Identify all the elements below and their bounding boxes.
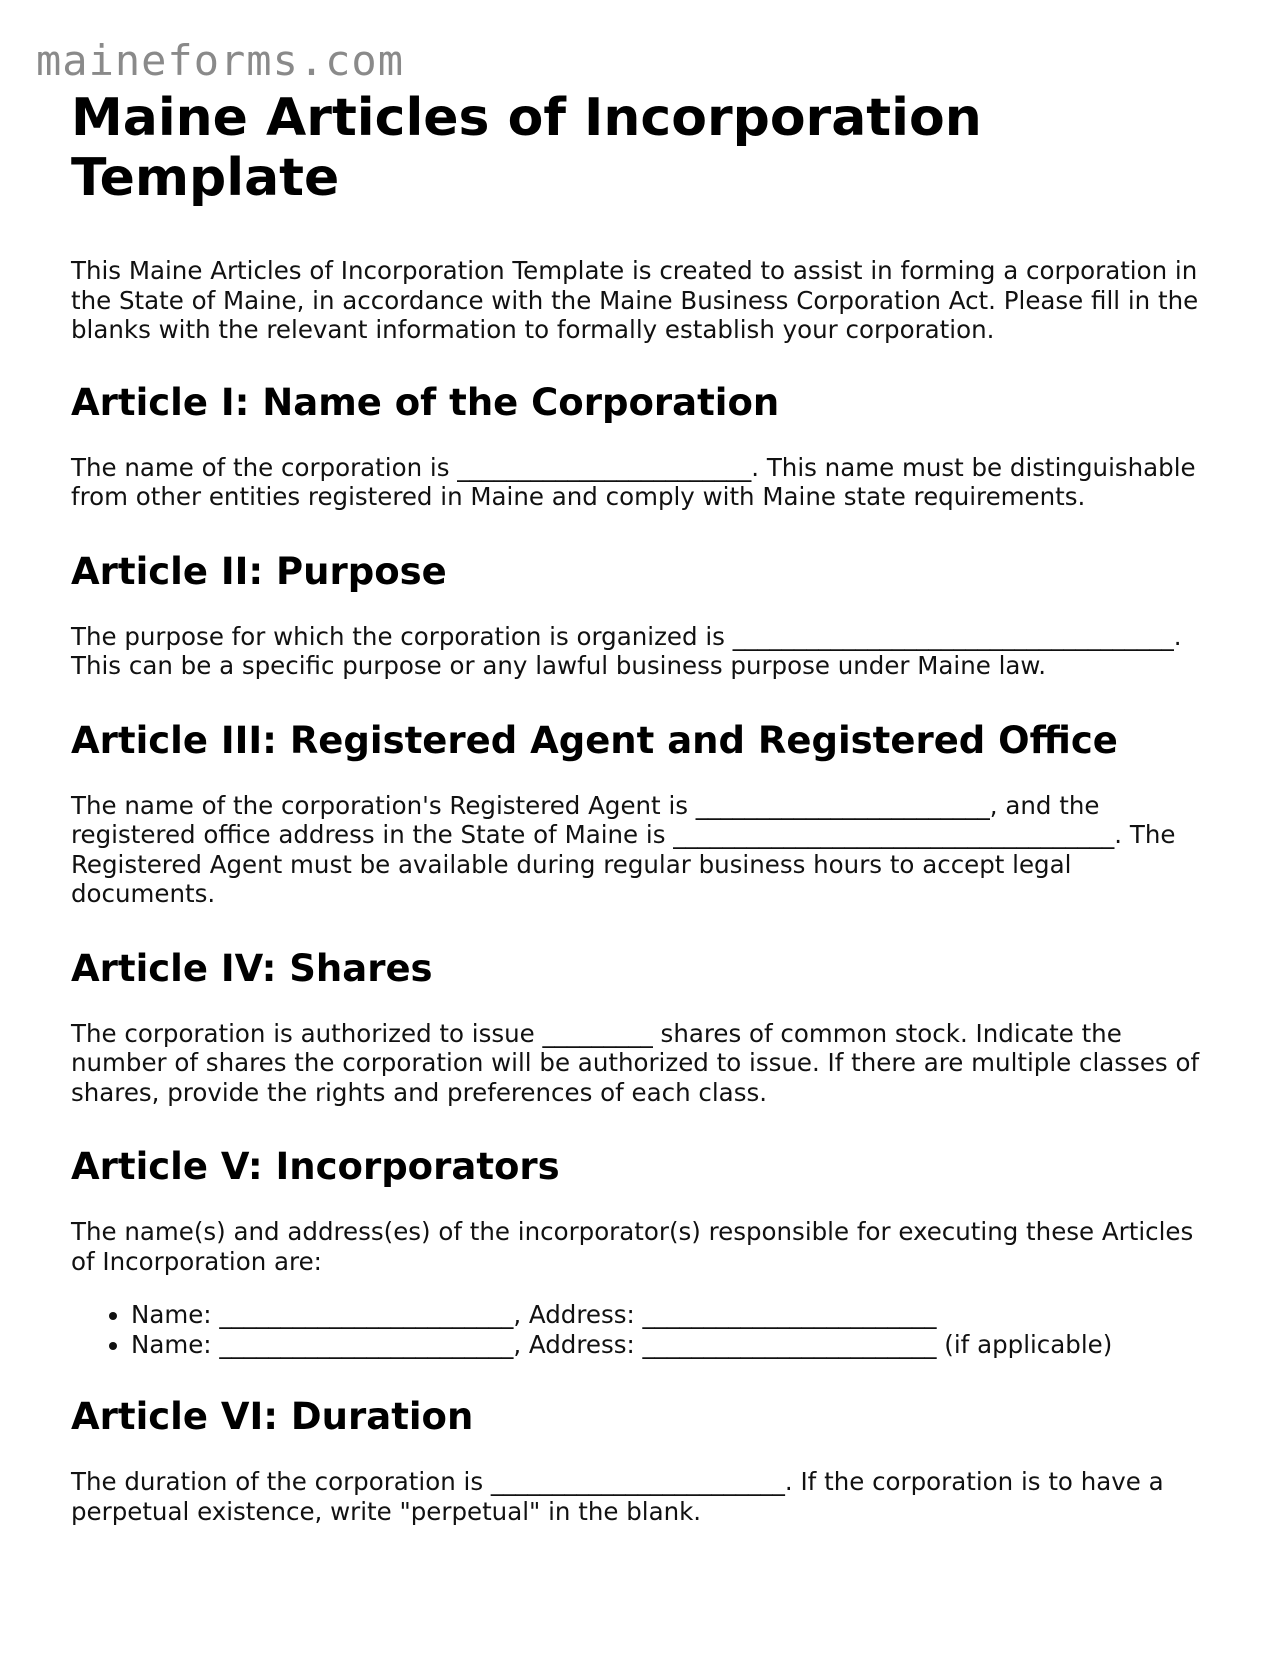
article-3-section bbox=[71, 719, 1211, 909]
article-5-section bbox=[71, 1145, 1211, 1359]
document-page bbox=[71, 88, 1211, 1564]
article-4-heading: Article IV: Shares bbox=[71, 946, 433, 990]
list-item: • Name: ________________________, Address: ________________________ (if applicable) bbox=[131, 1330, 1211, 1360]
article-2-heading: Article II: Purpose bbox=[71, 549, 447, 593]
article-3-heading: Article III: Registered Agent and Registered Office bbox=[71, 718, 1118, 762]
article-2-text: The purpose for which the corporation is organized is ____________________________________. This can be a specific purpose or any lawful business purpose under Maine law. bbox=[71, 621, 1182, 680]
list-item: • Name: ________________________, Address: ________________________ bbox=[131, 1300, 1211, 1330]
article-6-text: The duration of the corporation is ________________________. If the corporation is to have a perpetual existence, write "perpetual" in the blank. bbox=[71, 1467, 1164, 1526]
incorporator-list bbox=[71, 1300, 1211, 1359]
article-1-text: The name of the corporation is ________________________. This name must be distinguishable from other entities registered in Maine and comply with Maine state requirements. bbox=[71, 452, 1196, 511]
article-1-section bbox=[71, 381, 1211, 512]
article-5-heading: Article V: Incorporators bbox=[71, 1145, 560, 1188]
article-2-section bbox=[71, 550, 1211, 681]
article-5-text: The name(s) and address(es) of the incorporator(s) responsible for executing these Articles of Incorporation are: bbox=[71, 1217, 1194, 1276]
intro-paragraph: This Maine Articles of Incorporation Template is created to assist in forming a corporation in the State of Maine, in accordance with the Maine Business Corporation Act. Please fill in the blanks with the relevant information to formally establish your corporation. bbox=[71, 256, 1199, 344]
article-1-heading: Article I: Name of the Corporation bbox=[71, 380, 780, 424]
article-6-section bbox=[71, 1395, 1211, 1526]
article-6-heading: Article VI: Duration bbox=[71, 1395, 474, 1438]
page-title: Maine Articles of Incorporation Template bbox=[71, 88, 982, 208]
article-4-text: The corporation is authorized to issue _________ shares of common stock. Indicate the number of shares the corporation will be authorized to issue. If there are multiple classes of shares, provide the rights and preferences of each class. bbox=[71, 1018, 1200, 1107]
site-watermark: maineforms.com bbox=[36, 36, 405, 85]
article-3-text: The name of the corporation's Registered Agent is ________________________, and the registered office address in the State of Maine is ____________________________________. The Registered Agent must be available during regular business hours to accept legal documents. bbox=[71, 790, 1176, 908]
article-4-section bbox=[71, 947, 1211, 1108]
